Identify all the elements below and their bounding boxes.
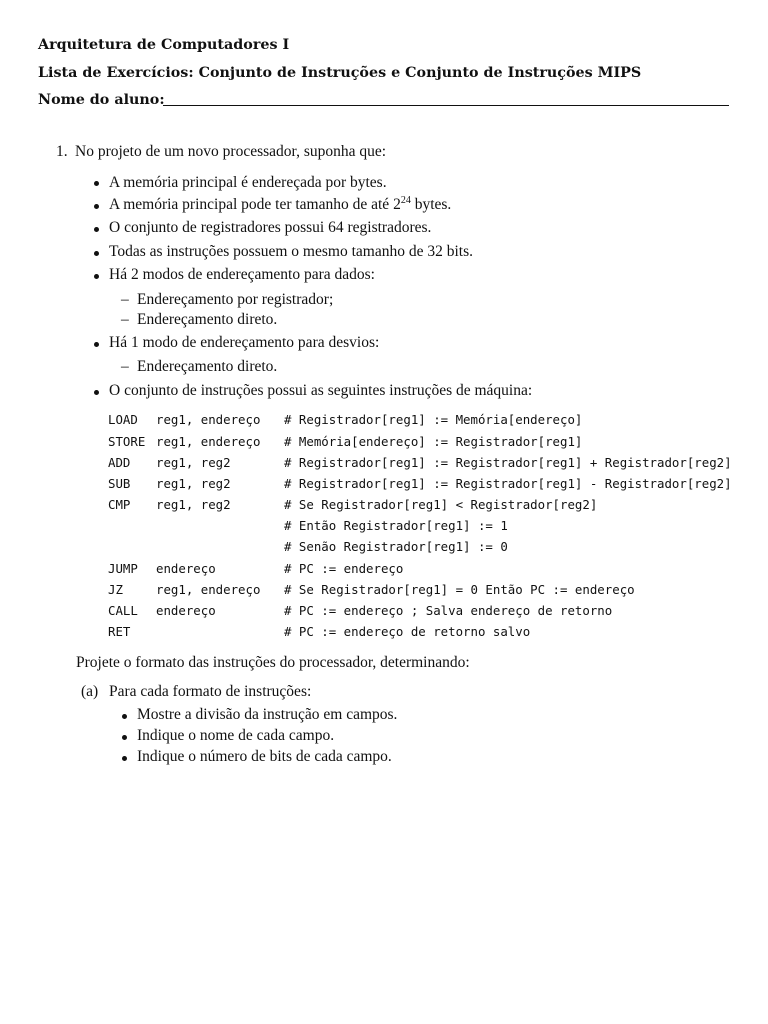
list-item: Indique o número de bits de cada campo. [137, 748, 392, 765]
code-args: reg1, reg2 [156, 497, 231, 512]
code-comment: # Registrador[reg1] := Memória[endereço] [284, 412, 583, 427]
code-op: STORE [108, 434, 146, 449]
list-item: Há 2 modos de endereçamento para dados: [109, 266, 375, 283]
bullet [94, 390, 99, 395]
bullet [94, 181, 99, 186]
list-item: A memória principal pode ter tamanho de até $2^{24}$ bytes. [109, 195, 452, 213]
bullet [94, 251, 99, 256]
code-comment: # PC := endereço de retorno salvo [284, 624, 531, 639]
student-name-line [163, 105, 729, 106]
code-op: ADD [108, 455, 131, 470]
bullet [94, 204, 99, 209]
code-comment: # PC := endereço [284, 561, 404, 576]
code-comment: # PC := endereço ; Salva endereço de retorno [284, 603, 613, 618]
code-op: JZ [108, 582, 123, 597]
code-comment: # Se Registrador[reg1] < Registrador[reg2] [284, 497, 598, 512]
project-instruction: Projete o formato das instruções do processador, determinando: [76, 654, 470, 671]
code-op: CMP [108, 497, 131, 512]
code-comment: # Se Registrador[reg1] = 0 Então PC := endereço [284, 582, 635, 597]
list-item: Há 1 modo de endereçamento para desvios: [109, 334, 380, 351]
code-args: reg1, endereço [156, 434, 261, 449]
dash-marker: – [121, 291, 129, 308]
code-op: SUB [108, 476, 131, 491]
list-item: Todas as instruções possuem o mesmo tamanho de 32 bits. [109, 243, 473, 260]
list-item: Indique o nome de cada campo. [137, 727, 335, 744]
subquestion-text: Para cada formato de instruções: [109, 683, 312, 700]
code-comment: # Registrador[reg1] := Registrador[reg1] - Registrador[reg2] [284, 476, 732, 491]
list-item: O conjunto de instruções possui as seguintes instruções de máquina: [109, 382, 533, 399]
code-comment: # Senão Registrador[reg1] := 0 [284, 539, 508, 554]
code-op: CALL [108, 603, 138, 618]
code-args: reg1, reg2 [156, 476, 231, 491]
dash-marker: – [121, 311, 129, 328]
sub-item: Endereçamento por registrador; [137, 291, 334, 308]
list-title: Lista de Exercícios: Conjunto de Instruções e Conjunto de Instruções MIPS [38, 65, 642, 81]
student-name-label: Nome do aluno: [38, 92, 165, 108]
bullet [122, 756, 127, 761]
code-args: reg1, endereço [156, 412, 261, 427]
sub-item: Endereçamento direto. [137, 358, 278, 375]
bullet [94, 227, 99, 232]
course-title: Arquitetura de Computadores I [38, 37, 290, 53]
code-op: LOAD [108, 412, 138, 427]
code-args: endereço [156, 603, 216, 618]
code-args: reg1, reg2 [156, 455, 231, 470]
code-op: JUMP [108, 561, 138, 576]
list-item: O conjunto de registradores possui 64 registradores. [109, 219, 432, 236]
code-comment: # Então Registrador[reg1] := 1 [284, 518, 508, 533]
code-op: RET [108, 624, 131, 639]
subquestion-label: (a) [81, 683, 99, 700]
list-item: A memória principal é endereçada por bytes. [109, 174, 387, 191]
bullet [94, 274, 99, 279]
bullet [122, 735, 127, 740]
sub-item: Endereçamento direto. [137, 311, 278, 328]
question-intro: No projeto de um novo processador, suponha que: [75, 143, 387, 160]
code-args: endereço [156, 561, 216, 576]
dash-marker: – [121, 358, 129, 375]
code-comment: # Registrador[reg1] := Registrador[reg1] + Registrador[reg2] [284, 455, 732, 470]
list-item: Mostre a divisão da instrução em campos. [137, 706, 398, 723]
bullet [122, 714, 127, 719]
question-number: 1. [56, 143, 68, 160]
code-args: reg1, endereço [156, 582, 261, 597]
exponent: 24 [400, 195, 411, 206]
code-comment: # Memória[endereço] := Registrador[reg1] [284, 434, 583, 449]
bullet [94, 342, 99, 347]
